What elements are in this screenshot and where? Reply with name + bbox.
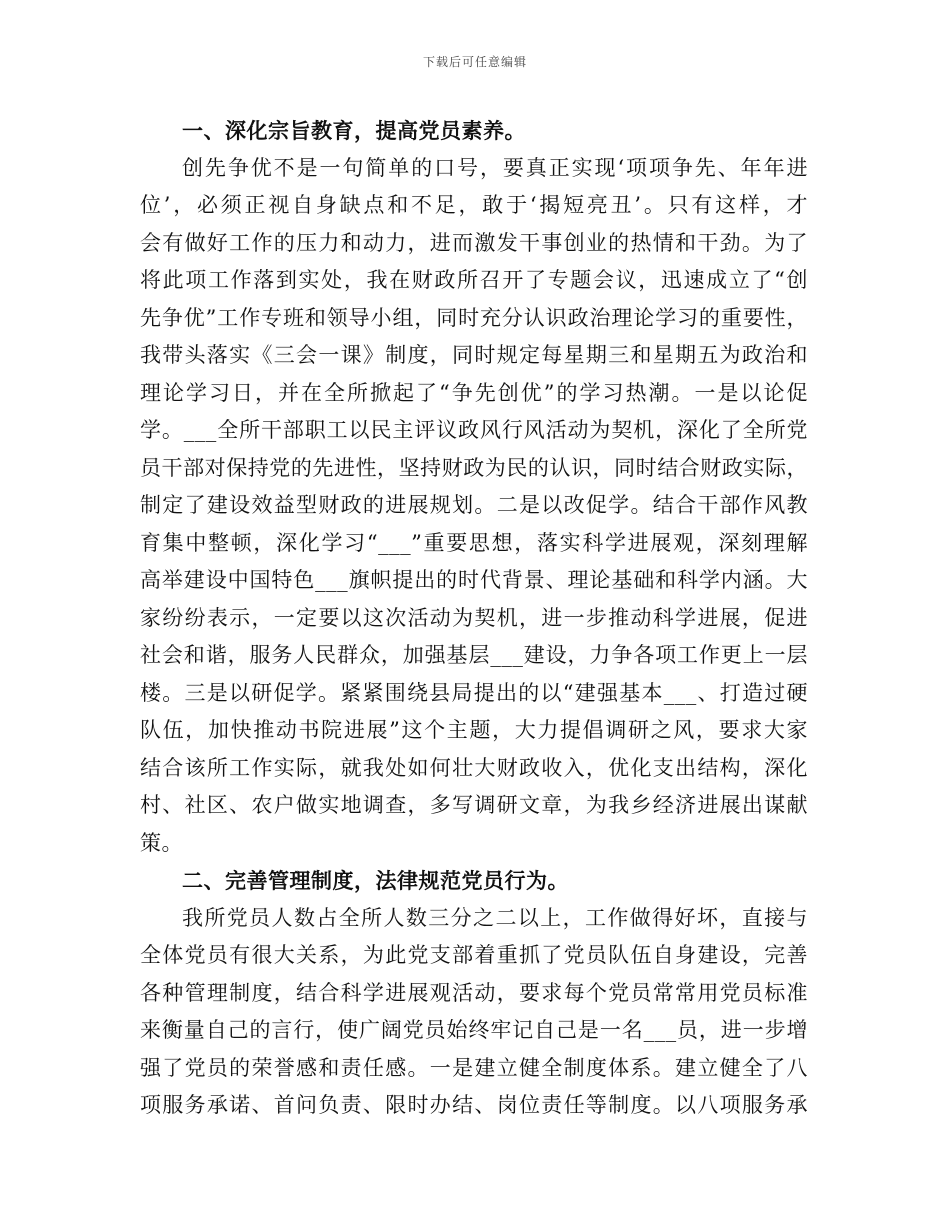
paragraph-line: 育集中整顿，深化学习“___”重要思想，落实科学进展观，深刻理解 [140, 530, 808, 555]
paragraph-line: 村、社区、农户做实地调查，多写调研文章，为我乡经济进展出谋献 [140, 793, 808, 817]
paragraph-line: 项服务承诺、首问负责、限时办结、岗位责任等制度。以八项服务承 [140, 1093, 808, 1117]
paragraph-line: 先争优”工作专班和领导小组，同时充分认识政治理论学习的重要性， [140, 305, 808, 330]
paragraph-line: 将此项工作落到实处，我在财政所召开了专题会议，迅速成立了“创 [140, 268, 808, 292]
paragraph-line: 全体党员有很大关系，为此党支部着重抓了党员队伍自身建设，完善 [140, 943, 808, 967]
paragraph-line: 社会和谐，服务人民群众，加强基层___建设，力争各项工作更上一层 [140, 643, 808, 667]
paragraph-line: 家纷纷表示，一定要以这次活动为契机，进一步推动科学进展，促进 [140, 605, 808, 630]
paragraph-line: 理论学习日，并在全所掀起了“争先创优”的学习热潮。一是以论促 [140, 380, 808, 405]
document-body [140, 112, 808, 1125]
paragraph-line: 会有做好工作的压力和动力，进而激发干事创业的热情和干劲。为了 [140, 230, 808, 255]
paragraph-line: 楼。三是以研促学。紧紧围绕县局提出的以“建强基本___、打造过硬 [140, 680, 808, 705]
section-heading: 二、完善管理制度，法律规范党员行为。 [182, 868, 569, 893]
paragraph-line: 位’，必须正视自身缺点和不足，敢于‘揭短亮丑’。只有这样，才 [140, 193, 808, 217]
section-heading: 一、深化宗旨教育，提高党员素养。 [182, 118, 526, 143]
paragraph-line: 各种管理制度，结合科学进展观活动，要求每个党员常常用党员标准 [140, 980, 808, 1005]
paragraph-line: 策。 [140, 830, 183, 855]
paragraph-line: 来衡量自己的言行，使广阔党员始终牢记自己是一名___员，进一步增 [140, 1018, 808, 1042]
page-header: 下载后可任意编辑 [422, 55, 527, 69]
paragraph-line: 高举建设中国特色___旗帜提出的时代背景、理论基础和科学内涵。大 [140, 568, 808, 592]
paragraph-line: 强了党员的荣誉感和责任感。一是建立健全制度体系。建立健全了八 [140, 1055, 808, 1080]
paragraph-line: 学。___全所干部职工以民主评议政风行风活动为契机，深化了全所党 [140, 418, 808, 442]
paragraph-line: 我带头落实《三会一课》制度，同时规定每星期三和星期五为政治和 [140, 343, 808, 367]
paragraph-line: 制定了建设效益型财政的进展规划。二是以改促学。结合干部作风教 [140, 493, 808, 517]
paragraph-line: 我所党员人数占全所人数三分之二以上，工作做得好坏，直接与 [182, 905, 808, 930]
paragraph-line: 结合该所工作实际，就我处如何壮大财政收入，优化支出结构，深化 [140, 755, 808, 780]
paragraph-line: 队伍，加快推动书院进展”这个主题，大力提倡调研之风，要求大家 [140, 718, 808, 742]
paragraph-line: 员干部对保持党的先进性，坚持财政为民的认识，同时结合财政实际， [140, 455, 808, 480]
paragraph-line: 创先争优不是一句简单的口号，要真正实现‘项项争先、年年进 [182, 155, 808, 180]
